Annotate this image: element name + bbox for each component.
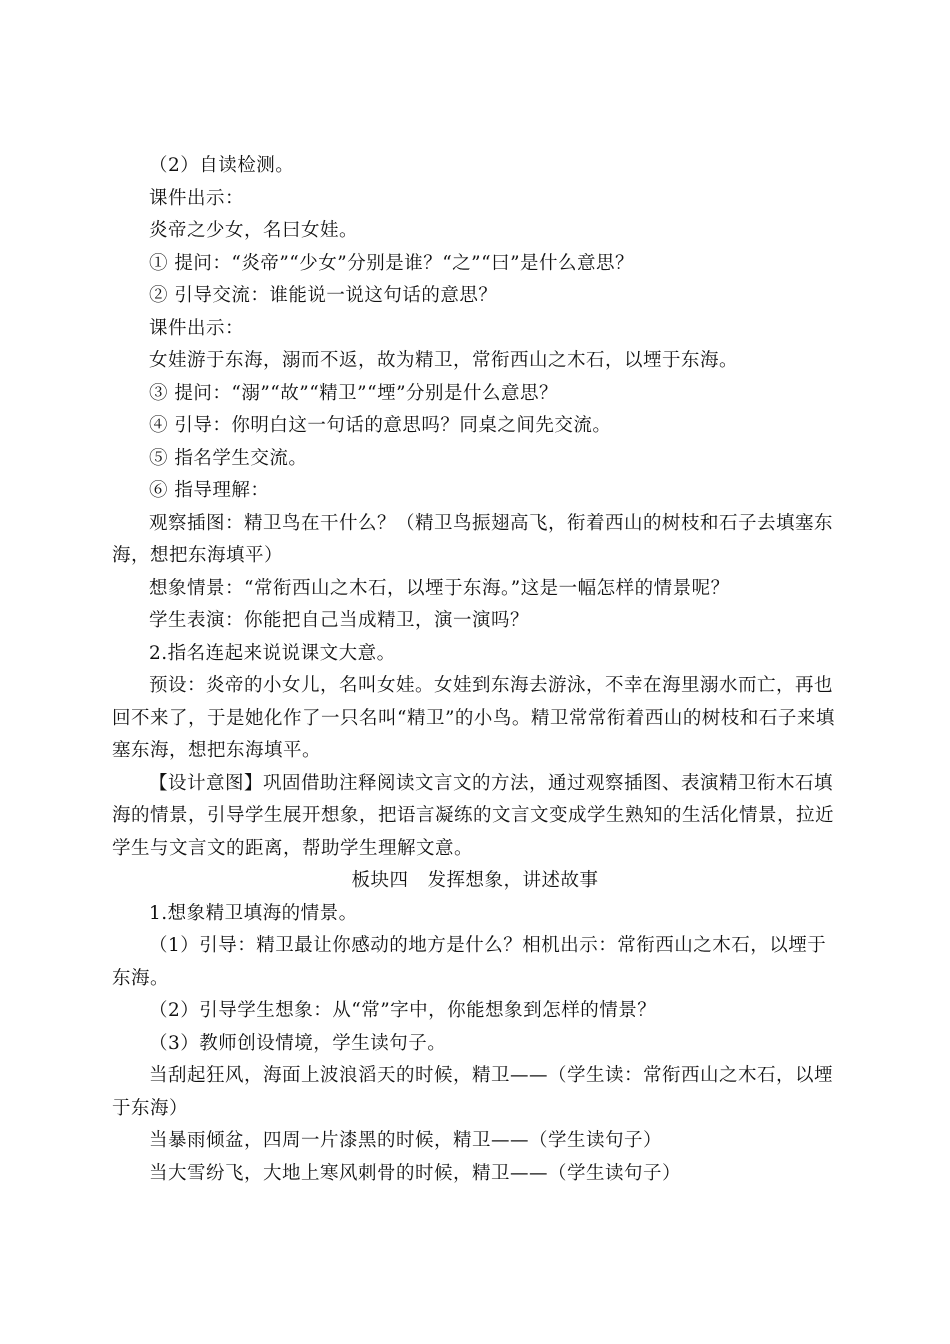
paragraph-9: ④ 引导：你明白这一句话的意思吗？同桌之间先交流。 bbox=[149, 415, 612, 436]
section-heading: 板块四 发挥想象，讲述故事 bbox=[351, 870, 599, 891]
paragraph-22: （3）教师创设情境，学生读句子。 bbox=[149, 1032, 447, 1054]
document-body bbox=[112, 150, 838, 1190]
paragraph-4: ① 提问：“炎帝”“少女”分别是谁？“之”“曰”是什么意思？ bbox=[149, 252, 635, 274]
paragraph-12: 观察插图：精卫鸟在干什么？（精卫鸟振翅高飞，衔着西山的树枝和石子去填塞东海，想把东海填平） bbox=[112, 512, 834, 566]
paragraph-21: （2）引导学生想象：从“常”字中，你能想象到怎样的情景？ bbox=[149, 1000, 657, 1021]
paragraph-1: （2）自读检测。 bbox=[149, 155, 295, 176]
paragraph-6: 课件出示： bbox=[149, 317, 245, 339]
paragraph-11: ⑥ 指导理解： bbox=[149, 480, 270, 501]
paragraph-5: ② 引导交流：谁能说一说这句话的意思？ bbox=[149, 285, 498, 306]
paragraph-10: ⑤ 指名学生交流。 bbox=[149, 447, 308, 469]
paragraph-13: 想象情景：“常衔西山之木石，以堙于东海。”这是一幅怎样的情景呢？ bbox=[149, 577, 730, 599]
paragraph-7: 女娃游于东海，溺而不返，故为精卫，常衔西山之木石，以堙于东海。 bbox=[149, 350, 739, 371]
paragraph-24: 当暴雨倾盆，四周一片漆黑的时候，精卫——（学生读句子） bbox=[149, 1130, 663, 1151]
paragraph-15: 2.指名连起来说说课文大意。 bbox=[149, 642, 396, 664]
paragraph-3: 炎帝之少女，名曰女娃。 bbox=[149, 220, 359, 241]
design-intent-paragraph: 【设计意图】巩固借助注释阅读文言文的方法，通过观察插图、表演精卫衔木石填海的情景，引导学生展开想象，把语言凝练的文言文变成学生熟知的生活化情景，拉近学生与文言文的距离，帮助学生理解文意。 bbox=[112, 772, 835, 859]
paragraph-25: 当大雪纷飞，大地上寒风刺骨的时候，精卫——（学生读句子） bbox=[149, 1162, 682, 1184]
paragraph-20: （1）引导：精卫最让你感动的地方是什么？相机出示：常衔西山之木石，以堙于东海。 bbox=[112, 935, 827, 989]
paragraph-19: 1.想象精卫填海的情景。 bbox=[149, 902, 358, 924]
paragraph-8: ③ 提问：“溺”“故”“精卫”“堙”分别是什么意思？ bbox=[149, 382, 559, 404]
paragraph-14: 学生表演：你能把自己当成精卫，演一演吗？ bbox=[149, 610, 530, 631]
paragraph-23: 当刮起狂风，海面上波浪滔天的时候，精卫——（学生读：常衔西山之木石，以堙于东海） bbox=[112, 1065, 834, 1119]
paragraph-16: 预设：炎帝的小女儿，名叫女娃。女娃到东海去游泳，不幸在海里溺水而亡，再也回不来了，于是她化作了一只名叫“精卫”的小鸟。精卫常常衔着西山的树枝和石子来填塞东海，想把东海填平。 bbox=[112, 675, 835, 761]
paragraph-2: 课件出示： bbox=[149, 187, 245, 209]
